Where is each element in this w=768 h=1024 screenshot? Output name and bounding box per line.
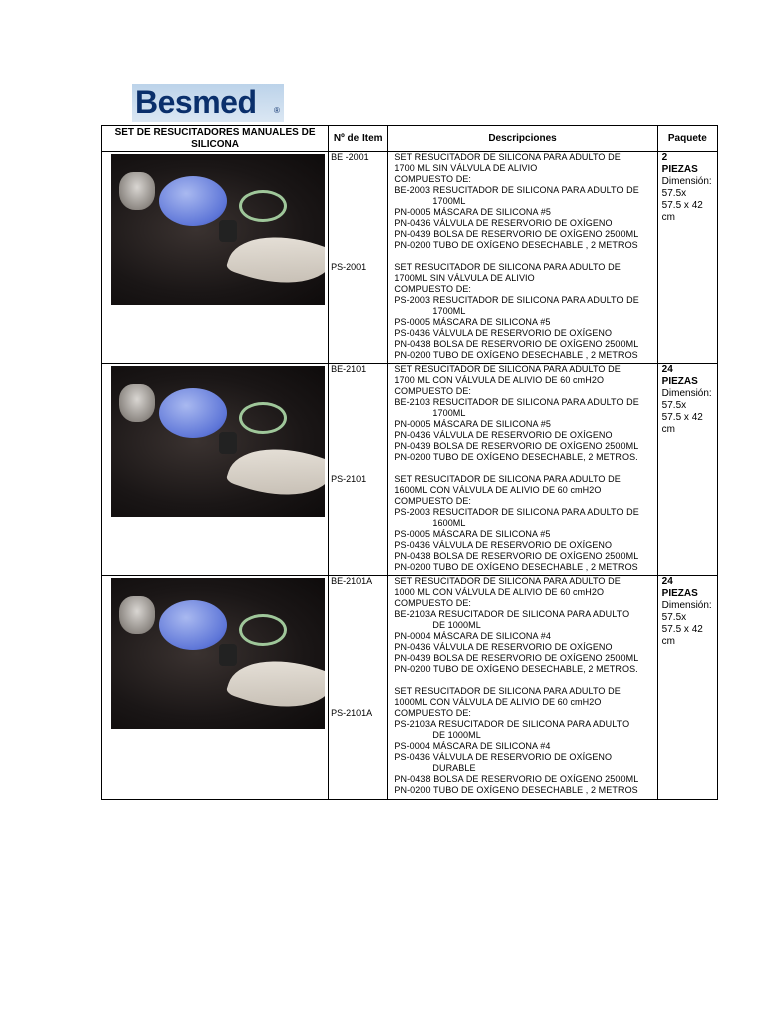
- table-header-row: [102, 126, 718, 152]
- package-cell: [657, 576, 717, 800]
- package-qty: 24: [661, 576, 673, 587]
- dimension-label: Dimensión:: [661, 600, 712, 611]
- desc-line: PN-0005 MÁSCARA DE SILICONA #5: [394, 207, 551, 217]
- desc-line: BE-2103 RESUCITADOR DE SILICONA PARA ADULTO DE: [394, 397, 639, 407]
- desc-line: PN-0200 TUBO DE OXÍGENO DESECHABLE , 2 METROS: [394, 785, 638, 795]
- desc-line: COMPUESTO DE:: [394, 284, 472, 294]
- desc-line: PS-0005 MÁSCARA DE SILICONA #5: [394, 529, 551, 539]
- desc-line: PS-0436 VÁLVULA DE RESERVORIO DE OXÍGENO: [394, 752, 613, 762]
- desc-line: DURABLE: [432, 763, 476, 773]
- package-cell: [657, 364, 717, 576]
- desc-line: SET RESUCITADOR DE SILICONA PARA ADULTO DE: [394, 686, 621, 696]
- desc-line: PS-0004 MÁSCARA DE SILICONA #4: [394, 741, 551, 751]
- item-number-cell: [329, 576, 388, 800]
- package-cell: [657, 152, 717, 364]
- desc-line: BE-2103A RESUCITADOR DE SILICONA PARA ADULTO: [394, 609, 630, 619]
- desc-line: 1700ML: [432, 306, 466, 316]
- desc-line: PS-2003 RESUCITADOR DE SILICONA PARA ADULTO DE: [394, 507, 639, 517]
- desc-line: PS-0436 VÁLVULA DE RESERVORIO DE OXÍGENO: [394, 328, 613, 338]
- item-code: BE-2101A: [331, 576, 373, 586]
- item-number-cell: [329, 152, 388, 364]
- desc-line: PN-0438 BOLSA DE RESERVORIO DE OXÍGENO 2500ML: [394, 551, 639, 561]
- brand-name: Besmed: [135, 84, 257, 120]
- dimension-unit: cm: [661, 636, 676, 647]
- header-descriptions: Descripciones: [388, 126, 657, 152]
- desc-line: BE-2003 RESUCITADOR DE SILICONA PARA ADULTO DE: [394, 185, 639, 195]
- header-product-set: SET DE RESUCITADORES MANUALES DE SILICONA: [102, 126, 329, 152]
- item-code: PS-2101A: [331, 708, 373, 718]
- desc-line: SET RESUCITADOR DE SILICONA PARA ADULTO DE: [394, 474, 621, 484]
- desc-line: PN-0438 BOLSA DE RESERVORIO DE OXÍGENO 2500ML: [394, 339, 639, 349]
- dimension-label: Dimensión:: [661, 388, 712, 399]
- desc-line: 1700 ML CON VÁLVULA DE ALIVIO DE 60 cmH2O: [394, 375, 605, 385]
- desc-line: 1700ML SIN VÁLVULA DE ALIVIO: [394, 273, 535, 283]
- description-cell: [388, 364, 657, 576]
- dimension-value: 57.5 x 42: [661, 200, 703, 211]
- dimension-label: Dimensión:: [661, 176, 712, 187]
- dimension-value: 57.5 x 42: [661, 624, 703, 635]
- desc-line: PN-0005 MÁSCARA DE SILICONA #5: [394, 419, 551, 429]
- desc-line: PN-0200 TUBO DE OXÍGENO DESECHABLE , 2 METROS: [394, 350, 638, 360]
- desc-line: COMPUESTO DE:: [394, 174, 472, 184]
- product-photo-cell: [102, 576, 329, 800]
- desc-line: PN-0439 BOLSA DE RESERVORIO DE OXÍGENO 2500ML: [394, 441, 639, 451]
- table-row: [102, 364, 718, 576]
- desc-line: SET RESUCITADOR DE SILICONA PARA ADULTO DE: [394, 262, 621, 272]
- desc-line: DE 1000ML: [432, 620, 481, 630]
- desc-line: PN-0439 BOLSA DE RESERVORIO DE OXÍGENO 2500ML: [394, 229, 639, 239]
- desc-line: DE 1000ML: [432, 730, 481, 740]
- desc-line: PS-2103A RESUCITADOR DE SILICONA PARA ADULTO: [394, 719, 630, 729]
- product-photo-cell: [102, 152, 329, 364]
- besmed-logo: [132, 84, 284, 122]
- desc-line: PN-0200 TUBO DE OXÍGENO DESECHABLE , 2 METROS: [394, 562, 638, 572]
- desc-line: COMPUESTO DE:: [394, 386, 472, 396]
- desc-line: 1600ML CON VÁLVULA DE ALIVIO DE 60 cmH2O: [394, 485, 602, 495]
- desc-line: SET RESUCITADOR DE SILICONA PARA ADULTO DE: [394, 576, 621, 586]
- package-unit: PIEZAS: [661, 588, 698, 599]
- desc-line: PN-0200 TUBO DE OXÍGENO DESECHABLE, 2 METROS.: [394, 664, 638, 674]
- desc-line: 1000ML CON VÁLVULA DE ALIVIO DE 60 cmH2O: [394, 697, 602, 707]
- dimension-unit: cm: [661, 212, 676, 223]
- desc-line: 1600ML: [432, 518, 466, 528]
- product-photo-cell: [102, 364, 329, 576]
- desc-line: 1000 ML CON VÁLVULA DE ALIVIO DE 60 cmH2O: [394, 587, 605, 597]
- resuscitator-set-photo-icon: [111, 154, 325, 305]
- resuscitator-set-photo-icon: [111, 578, 325, 729]
- desc-line: PS-0436 VÁLVULA DE RESERVORIO DE OXÍGENO: [394, 540, 613, 550]
- package-qty: 24: [661, 364, 673, 375]
- desc-line: PN-0436 VÁLVULA DE RESERVORIO DE OXÍGENO: [394, 642, 613, 652]
- dimension-value: 57.5x: [661, 400, 687, 411]
- desc-line: 1700ML: [432, 196, 466, 206]
- desc-line: 1700ML: [432, 408, 466, 418]
- desc-line: PN-0439 BOLSA DE RESERVORIO DE OXÍGENO 2500ML: [394, 653, 639, 663]
- table-row: [102, 152, 718, 364]
- item-code: PS-2101: [331, 474, 367, 484]
- desc-line: PN-0436 VÁLVULA DE RESERVORIO DE OXÍGENO: [394, 218, 613, 228]
- header-package: Paquete: [657, 126, 717, 152]
- package-unit: PIEZAS: [661, 376, 698, 387]
- dimension-value: 57.5x: [661, 188, 687, 199]
- desc-line: COMPUESTO DE:: [394, 598, 472, 608]
- desc-line: PN-0438 BOLSA DE RESERVORIO DE OXÍGENO 2500ML: [394, 774, 639, 784]
- product-table: [101, 125, 718, 800]
- item-code: BE -2001: [331, 152, 369, 162]
- dimension-value: 57.5 x 42: [661, 412, 703, 423]
- registered-mark: ®: [274, 106, 280, 115]
- desc-line: PN-0200 TUBO DE OXÍGENO DESECHABLE, 2 METROS.: [394, 452, 638, 462]
- item-code: PS-2001: [331, 262, 367, 272]
- desc-line: PN-0436 VÁLVULA DE RESERVORIO DE OXÍGENO: [394, 430, 613, 440]
- resuscitator-set-photo-icon: [111, 366, 325, 517]
- header-item-number: Nº de Item: [329, 126, 388, 152]
- description-cell: [388, 152, 657, 364]
- dimension-unit: cm: [661, 424, 676, 435]
- item-number-cell: [329, 364, 388, 576]
- desc-line: PN-0004 MÁSCARA DE SILICONA #4: [394, 631, 551, 641]
- desc-line: SET RESUCITADOR DE SILICONA PARA ADULTO DE: [394, 364, 621, 374]
- desc-line: PS-2003 RESUCITADOR DE SILICONA PARA ADULTO DE: [394, 295, 639, 305]
- desc-line: COMPUESTO DE:: [394, 496, 472, 506]
- table-row: [102, 576, 718, 800]
- item-code: BE-2101: [331, 364, 367, 374]
- package-unit: PIEZAS: [661, 164, 698, 175]
- desc-line: SET RESUCITADOR DE SILICONA PARA ADULTO DE: [394, 152, 621, 162]
- desc-line: COMPUESTO DE:: [394, 708, 472, 718]
- description-cell: [388, 576, 657, 800]
- desc-line: PN-0200 TUBO DE OXÍGENO DESECHABLE , 2 METROS: [394, 240, 638, 250]
- desc-line: PS-0005 MÁSCARA DE SILICONA #5: [394, 317, 551, 327]
- package-qty: 2: [661, 152, 668, 163]
- desc-line: 1700 ML SIN VÁLVULA DE ALIVIO: [394, 163, 538, 173]
- dimension-value: 57.5x: [661, 612, 687, 623]
